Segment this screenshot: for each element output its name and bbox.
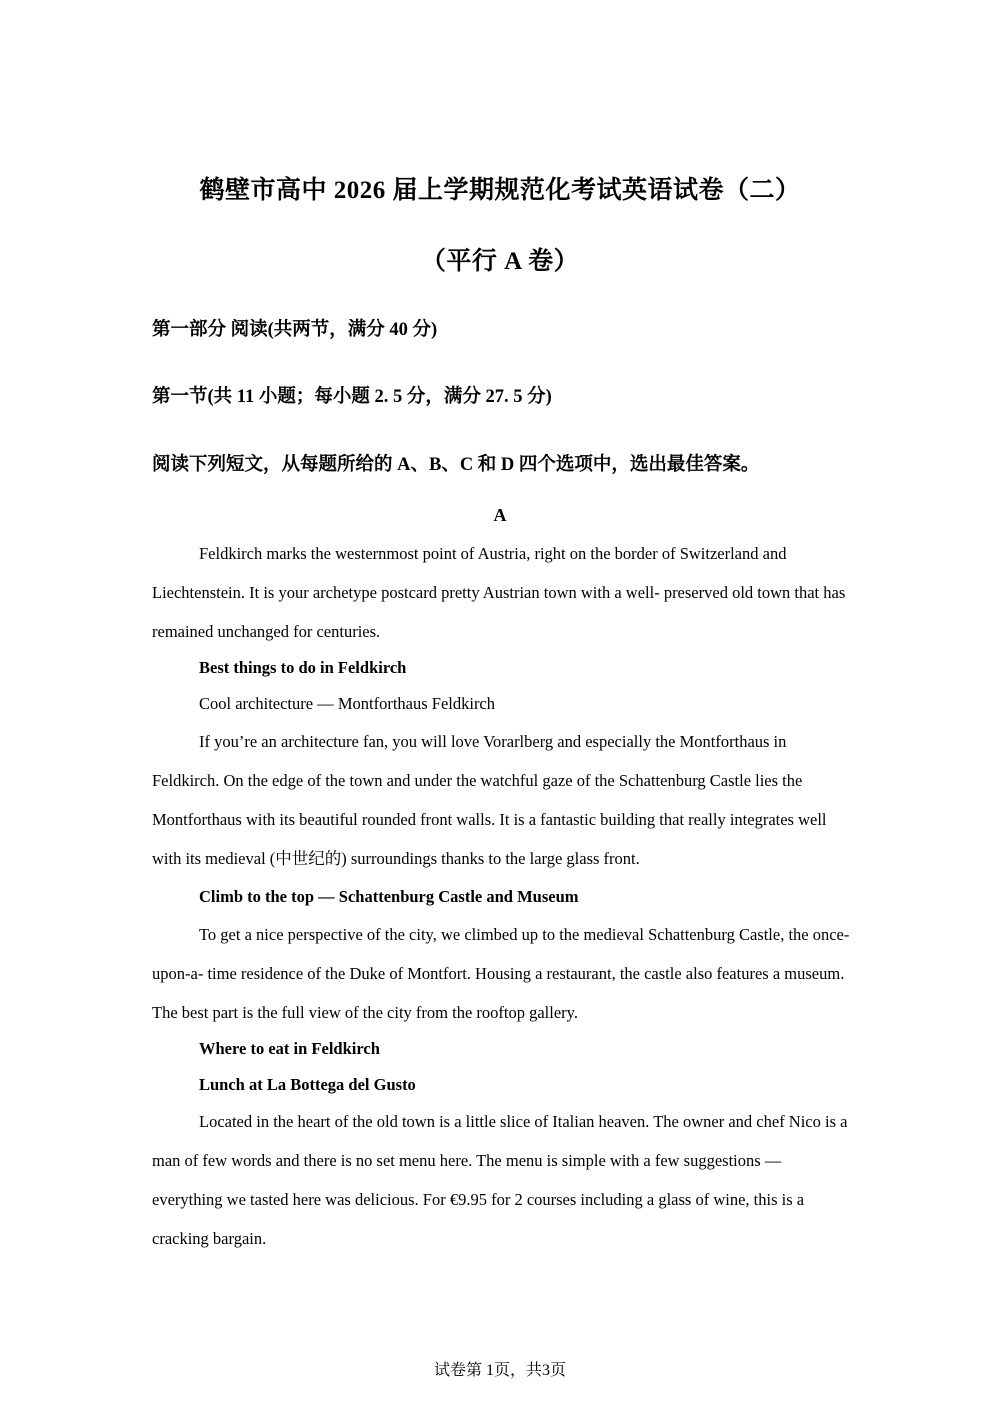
paragraph-lunch: Located in the heart of the old town is a little slice of Italian heaven. The owner and chef Nico is a man of few words and there is no set menu here. The menu is simple with a few suggestions — everything we tasted here was delicious. For €9.95 for 2 courses including a glass of wine, this is a cracking bargain.: [152, 1112, 848, 1248]
exam-title: 鹤壁市高中 2026 届上学期规范化考试英语试卷（二）: [199, 177, 801, 204]
section-heading: 第一节(共 11 小题；每小题 2. 5 分，满分 27. 5 分): [152, 387, 552, 407]
things-heading-block: [152, 650, 852, 722]
instruction-text: 阅读下列短文，从每题所给的 A、B、C 和 D 四个选项中，选出最佳答案。: [152, 455, 760, 475]
paragraph-architecture: If you’re an architecture fan, you will love Vorarlberg and especially the Montforthaus in Feldkirch. On the edge of the town and under the watchful gaze of the Schattenburg Castle lies the Montforthaus with its beautiful rounded front walls. It is a fantastic building that really integrates well with its medieval (中世纪的) surroundings thanks to the large glass front.: [152, 732, 827, 868]
heading-things-to-do: Best things to do in Feldkirch: [199, 658, 407, 677]
heading-lunch: Lunch at La Bottega del Gusto: [199, 1075, 416, 1094]
heading-climb: Climb to the top — Schattenburg Castle and Museum: [199, 887, 579, 906]
heading-where-to-eat: Where to eat in Feldkirch: [199, 1039, 380, 1058]
subheading-architecture: Cool architecture — Montforthaus Feldkirch: [199, 694, 496, 713]
page-footer: 试卷第 1页，共3页: [433, 1362, 566, 1379]
exam-subtitle: （平行 A 卷）: [420, 248, 580, 275]
passage-intro: Feldkirch marks the westernmost point of Austria, right on the border of Switzerland and Liechtenstein. It is your archetype postcard pretty Austrian town with a well- preserved old town that has remained unchanged for centuries.: [152, 544, 846, 641]
eat-heading-block: [152, 1031, 852, 1103]
passage-label: A: [493, 505, 507, 525]
climb-block: [152, 915, 852, 1032]
passage-intro-block: [152, 534, 852, 651]
lunch-block: [152, 1102, 852, 1258]
climb-heading-block: [152, 879, 852, 915]
part-heading: 第一部分 阅读(共两节，满分 40 分): [152, 320, 438, 340]
paragraph-climb: To get a nice perspective of the city, we climbed up to the medieval Schattenburg Castle, the once- upon-a- time residence of the Duke of Montfort. Housing a restaurant, the castle also features a museum. The best part is the full view of the city from the rooftop gallery.: [152, 925, 850, 1022]
architecture-block: [152, 722, 852, 878]
